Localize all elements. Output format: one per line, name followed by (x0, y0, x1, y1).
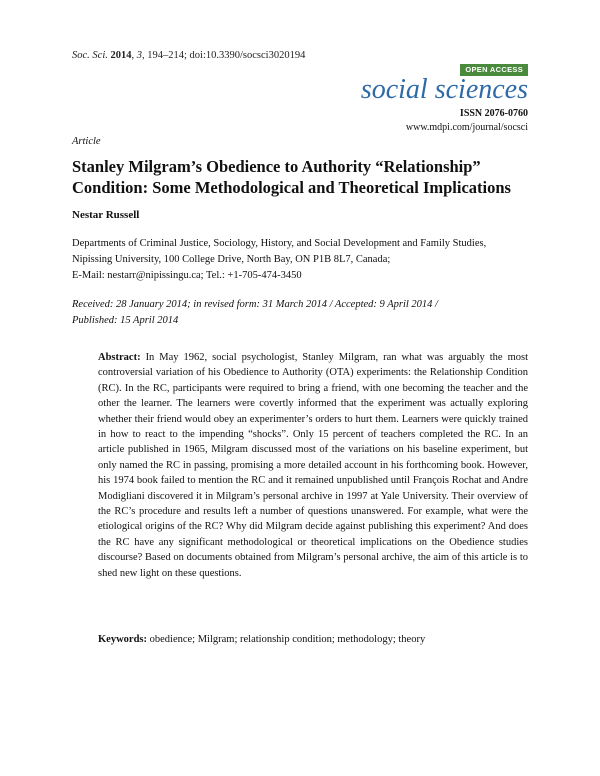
article-type: Article (72, 136, 101, 147)
abstract-text: In May 1962, social psychologist, Stanley Milgram, ran what was arguably the most controversial variation of his Obedience to Authority (OTA) experiments: the Relationship Condition (RC). In the RC, participants were required to bring a friend, with one becoming the teacher and the other the learner. The learners were covertly informed that the experiment was actually exploring whether their friend would obey an experimenter’s orders to hurt them. Learners were quickly trained in how to react to the impending “shocks”. Only 15 percent of teachers completed the RC. In an article published in 1965, Milgram discussed most of the variations on his baseline experiment, but only named the RC in passing, promising a more detailed account in his forthcoming book. However, his 1974 book failed to mention the RC and it remained unpublished until François Rochat and Andre Modigliani discovered it in Milgram’s personal archive in 1997 at Yale University. Their overview of the RC’s procedure and results left a number of questions unanswered. For example, what were the etiological origins of the RC? Why did Milgram decide against publishing this experiment? And does the RC have any significant methodological or theoretical implications on the Obedience studies discourse? Based on documents obtained from Milgram’s personal archive, the aim of this article is to shed new light on these questions. (98, 352, 528, 579)
keywords-text: obedience; Milgram; relationship condition; methodology; theory (149, 634, 426, 645)
journal-abbrev: Soc. Sci. (72, 50, 108, 61)
citation-line: Soc. Sci. 2014, 3, 194–214; doi:10.3390/socsci3020194 (72, 50, 306, 61)
author-name: Nestar Russell (72, 209, 140, 221)
keywords-label: Keywords: (98, 634, 147, 645)
citation-rest: , 194–214; doi:10.3390/socsci3020194 (142, 50, 306, 61)
citation-year: 2014 (110, 50, 132, 61)
dates-line: Received: 28 January 2014; in revised form: 31 March 2014 / Accepted: 9 April 2014 / (72, 299, 438, 310)
affiliation-line: Departments of Criminal Justice, Sociology, History, and Social Development and Family Studies, (72, 238, 487, 249)
keywords (98, 632, 528, 647)
abstract-label: Abstract: (98, 352, 141, 363)
affiliation (72, 236, 542, 284)
publication-dates (72, 297, 542, 329)
journal-title: social sciences (360, 74, 528, 105)
journal-url[interactable]: www.mdpi.com/journal/socsci (405, 122, 528, 133)
contact-line: E-Mail: nestarr@nipissingu.ca; Tel.: +1-705-474-3450 (72, 270, 302, 281)
citation-volume: 3 (136, 50, 142, 61)
issn: ISSN 2076-0760 (459, 108, 528, 119)
abstract (98, 350, 528, 581)
affiliation-line: Nipissing University, 100 College Drive, North Bay, ON P1B 8L7, Canada; (72, 254, 391, 265)
article-title: Stanley Milgram’s Obedience to Authority “Relationship” Condition: Some Methodological and Theoretical Implications (72, 157, 511, 197)
dates-line: Published: 15 April 2014 (72, 315, 179, 326)
open-access-badge: OPEN ACCESS (460, 64, 528, 76)
